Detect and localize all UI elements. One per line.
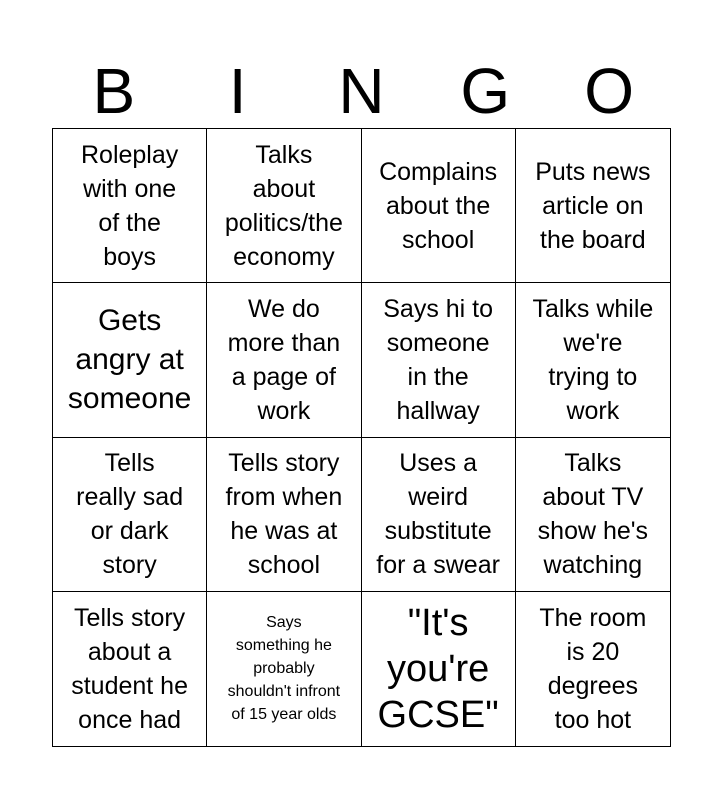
header-letter-g: G: [460, 55, 511, 127]
bingo-header: [52, 54, 671, 128]
cell-text: "It's you're GCSE": [377, 601, 499, 736]
cell-text: Gets angry at someone: [67, 304, 192, 416]
header-letter-o: O: [584, 55, 634, 127]
cell-text: Tells story from when he was at school: [225, 449, 343, 580]
header-letter-b: B: [92, 55, 136, 127]
bingo-cell-10[interactable]: [207, 438, 361, 592]
header-letter-i: I: [228, 55, 247, 127]
bingo-cell-5[interactable]: [53, 283, 207, 437]
cell-text: Talks while we're trying to work: [532, 294, 654, 425]
bingo-cell-12[interactable]: [516, 438, 670, 592]
cell-text: Complains about the school: [379, 157, 498, 254]
cell-text: Roleplay with one of the boys: [80, 140, 179, 271]
bingo-board: [52, 128, 671, 747]
bingo-cell-8[interactable]: [516, 283, 670, 437]
bingo-cell-3[interactable]: [362, 129, 516, 283]
bingo-cell-1[interactable]: [53, 129, 207, 283]
bingo-cell-13[interactable]: [53, 592, 207, 746]
bingo-cell-2[interactable]: [207, 129, 361, 283]
bingo-cell-7[interactable]: [362, 283, 516, 437]
cell-text: Tells really sad or dark story: [76, 449, 184, 580]
bingo-cell-11[interactable]: [362, 438, 516, 592]
bingo-cell-14[interactable]: [207, 592, 361, 746]
cell-text: Tells story about a student he once had: [71, 603, 188, 734]
cell-text: We do more than a page of work: [227, 294, 341, 425]
header-letter-n: N: [338, 55, 385, 127]
cell-text: Says something he probably shouldn't infront of 15 year olds: [227, 614, 341, 724]
bingo-cell-15[interactable]: [362, 592, 516, 746]
bingo-cell-4[interactable]: [516, 129, 670, 283]
bingo-cell-6[interactable]: [207, 283, 361, 437]
cell-text: Talks about politics/the economy: [224, 140, 343, 271]
cell-text: Talks about TV show he's watching: [537, 449, 649, 580]
cell-text: Says hi to someone in the hallway: [383, 294, 494, 425]
cell-text: Puts news article on the board: [535, 157, 651, 254]
cell-text: The room is 20 degrees too hot: [539, 603, 647, 734]
bingo-cell-16[interactable]: [516, 592, 670, 746]
bingo-cell-9[interactable]: [53, 438, 207, 592]
cell-text: Uses a weird substitute for a swear: [376, 449, 500, 580]
